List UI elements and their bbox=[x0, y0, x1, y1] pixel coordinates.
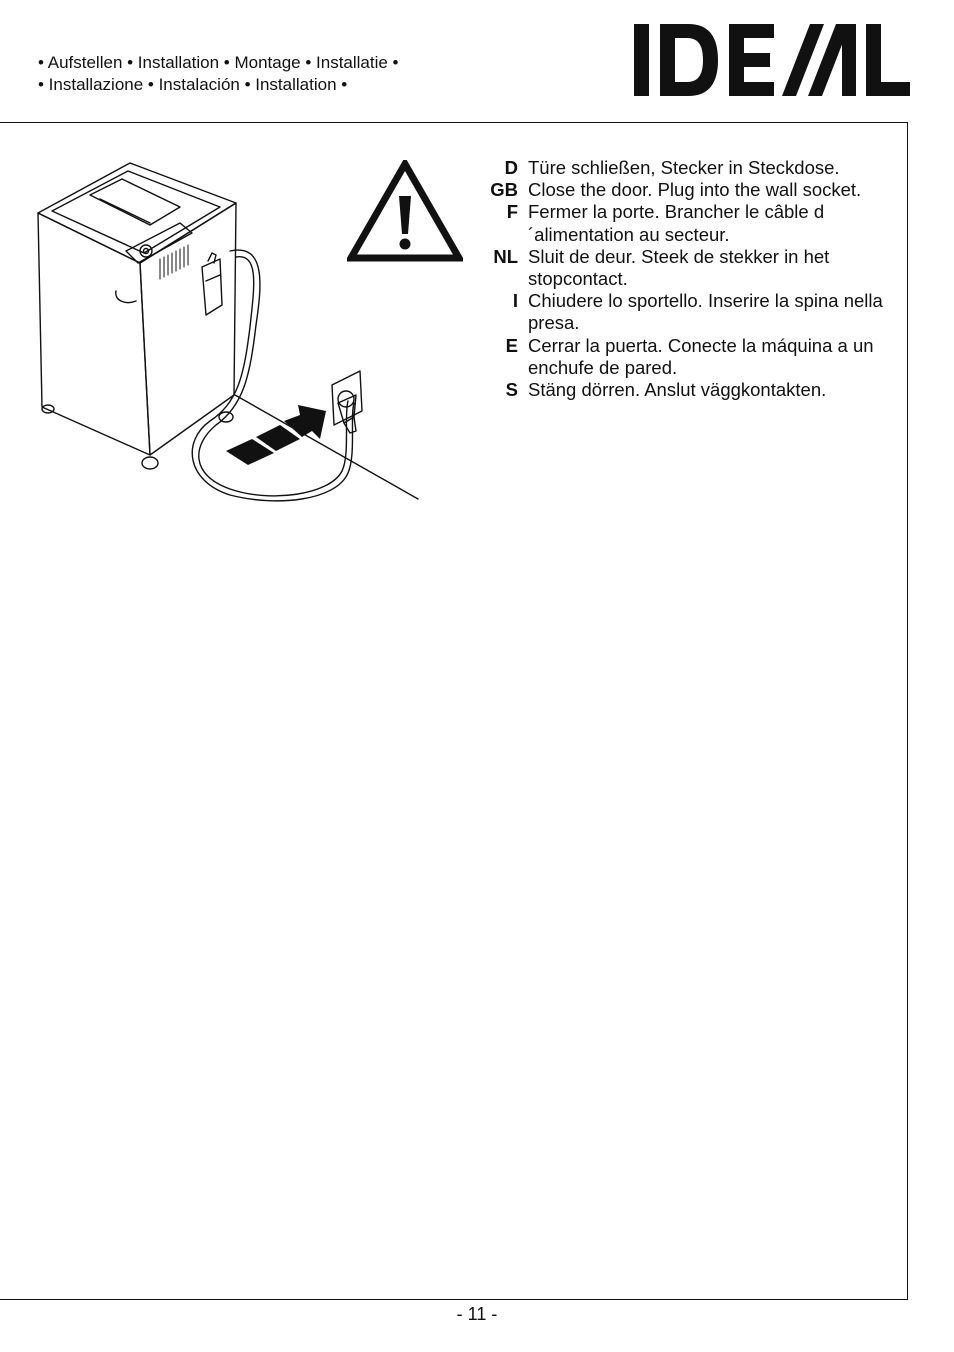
instruction-text: Sluit de deur. Steek de stekker in het stopcontact. bbox=[528, 245, 830, 290]
language-code: E bbox=[505, 334, 518, 356]
language-code: GB bbox=[490, 179, 518, 201]
instruction-row-nl bbox=[484, 246, 904, 290]
instruction-list bbox=[484, 157, 904, 401]
header-languages-line-1: • Aufstellen • Installation • Montage • Installatie • bbox=[38, 53, 399, 72]
language-code: I bbox=[512, 290, 518, 312]
instruction-row-fr bbox=[484, 201, 904, 245]
instruction-row-es bbox=[484, 335, 904, 379]
language-code: NL bbox=[493, 245, 518, 267]
instruction-text: Fermer la porte. Brancher le câble d´alimentation au secteur. bbox=[528, 201, 825, 245]
instruction-text: Stäng dörren. Anslut väggkontakten. bbox=[528, 379, 827, 401]
language-code: S bbox=[505, 379, 518, 401]
warning-triangle-icon bbox=[347, 160, 463, 262]
ideal-logo bbox=[634, 24, 910, 96]
header-languages-line-2: • Installazione • Instalación • Installation • bbox=[38, 75, 348, 94]
instruction-text: Cerrar la puerta. Conecte la máquina a un enchufe de pared. bbox=[528, 334, 874, 378]
instruction-row-de bbox=[484, 157, 904, 179]
instruction-text: Türe schließen, Stecker in Steckdose. bbox=[528, 157, 840, 178]
instruction-text: Close the door. Plug into the wall socket. bbox=[528, 179, 862, 201]
page-number: - 11 - bbox=[456, 1304, 498, 1324]
instruction-text: Chiudere lo sportello. Inserire la spina nella presa. bbox=[528, 290, 883, 334]
instruction-row-gb bbox=[484, 179, 904, 201]
header-languages bbox=[38, 52, 399, 96]
instruction-row-it bbox=[484, 290, 904, 334]
instruction-row-se bbox=[484, 379, 904, 401]
language-code: F bbox=[506, 201, 518, 223]
language-code: D bbox=[504, 157, 518, 178]
